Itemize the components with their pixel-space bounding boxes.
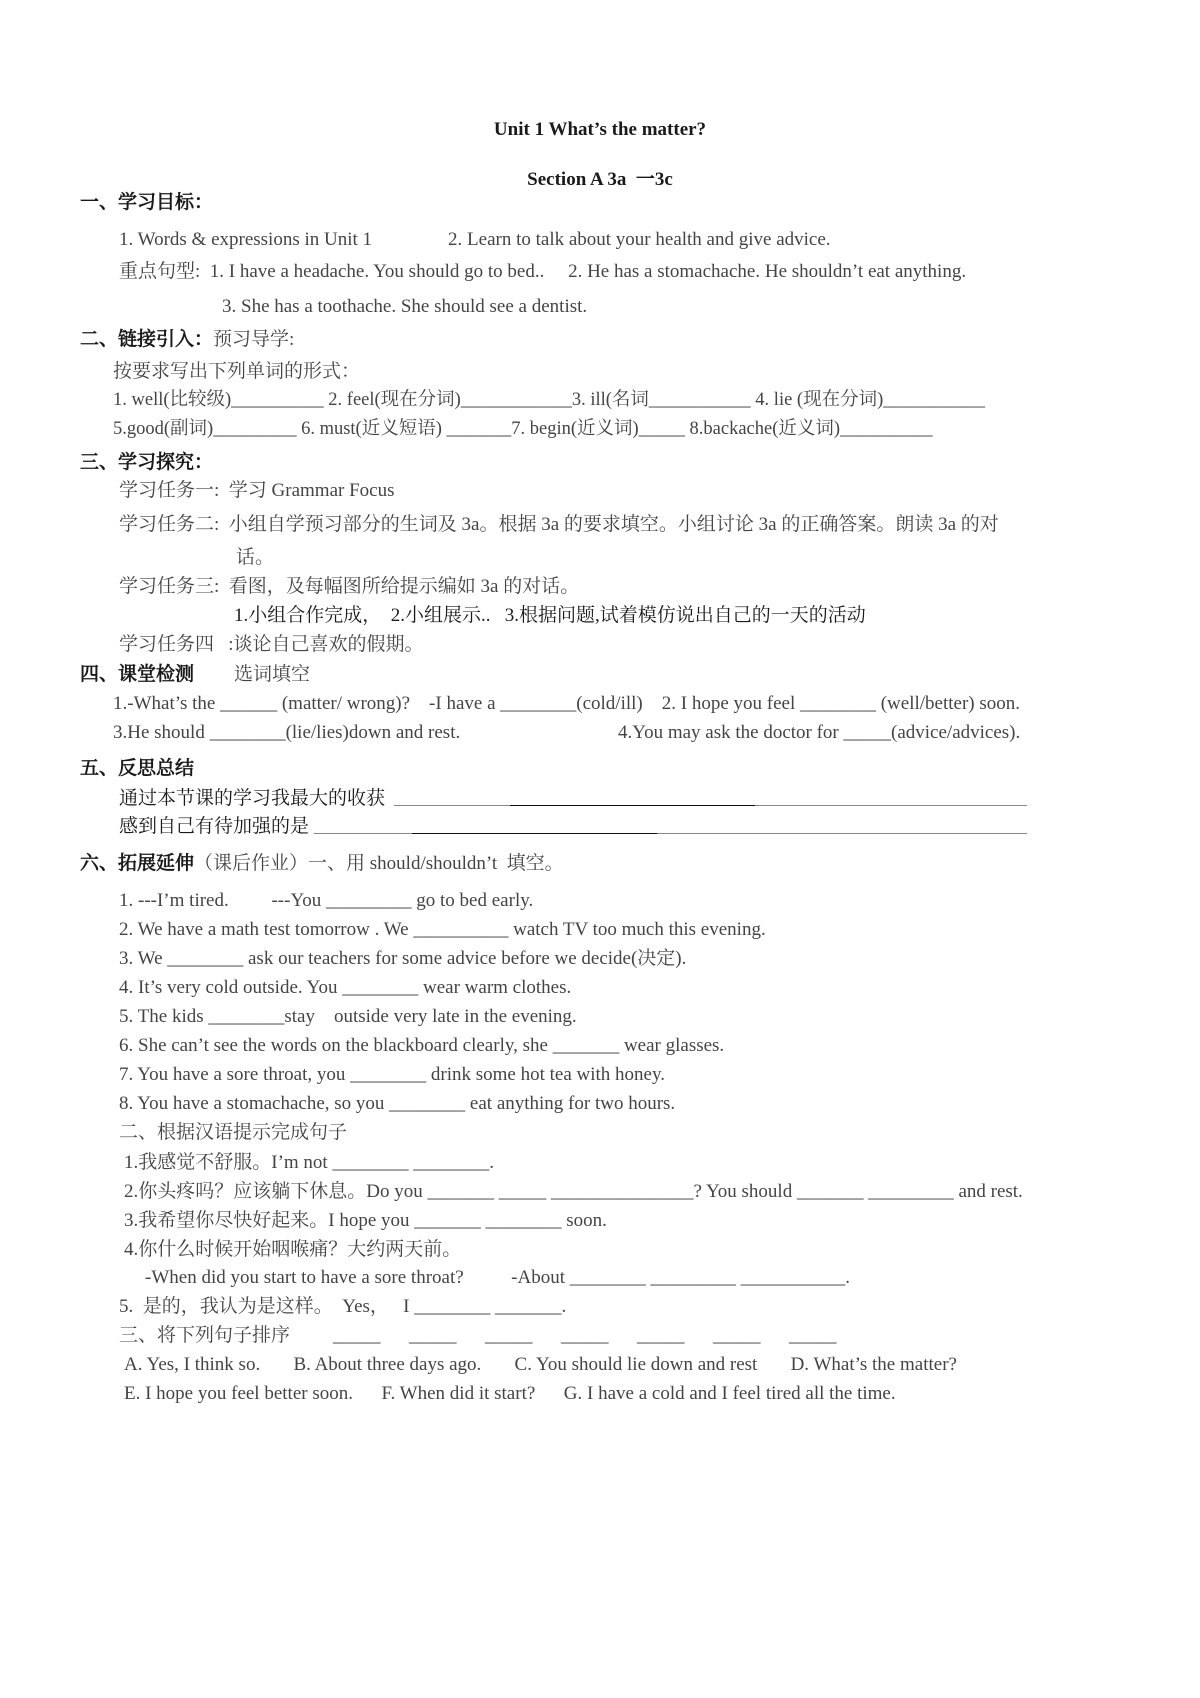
section-2-heading [80,328,294,352]
s1-key-sentence-3: 3. She has a toothache. She should see a dentist. [222,296,588,317]
section-subtitle: Section A 3a 一3c [527,169,673,190]
s6-part-2-q1: 1.我感觉不舒服。I’m not ________ ________. [124,1152,494,1173]
s4-question-1: 1.-What’s the ______ (matter/ wrong)? -I have a ________(cold/ill) 2. I hope you feel ________ (well/better) soon. [113,693,1021,714]
s2-instruction: 按要求写出下列单词的形式： [113,361,361,382]
s6-item-4: 4. It’s very cold outside. You ________ wear warm clothes. [119,977,572,998]
s6-item-5: 5. The kids ________stay outside very late in the evening. [119,1006,577,1027]
s3-task-2: 学习任务二: 小组自学预习部分的生词及 3a。根据 3a 的要求填空。小组讨论 3a 的正确答案。朗读 3a 的对 [119,514,999,535]
section-6-title: 六、拓展延伸 [80,853,195,874]
section-4-subtitle: 选词填空 [234,664,311,685]
s5-answer-line-2b [412,833,657,834]
s6-part-3-blanks: _____ _____ _____ _____ _____ _____ _____ [333,1325,837,1346]
s6-part-2-q4: 4.你什么时候开始咽喉痛？大约两天前。 [124,1239,462,1260]
s1-objectives: 1. Words & expressions in Unit 1 2. Learn to talk about your health and give advice. [119,229,831,250]
section-6-heading [80,852,564,876]
document-title: Unit 1 What’s the matter? [493,119,707,140]
s3-task-1: 学习任务一: 学习 Grammar Focus [119,480,395,501]
s6-item-6: 6. She can’t see the words on the blackboard clearly, she _______ wear glasses. [119,1035,725,1056]
s5-answer-line-1a [394,805,510,806]
s3-task-2-cont: 话。 [236,547,275,568]
s2-word-forms-2: 5.good(副词)_________ 6. must(近义短语) _______7. begin(近义词)_____ 8.backache(近义词)__________ [113,419,933,439]
s6-part-3-options-1: A. Yes, I think so. B. About three days ago. C. You should lie down and rest D. What’s the matter? [124,1354,957,1375]
s6-item-3: 3. We ________ ask our teachers for some advice before we decide(决定). [119,948,687,969]
s6-part-3-heading: 三、将下列句子排序 [119,1325,291,1346]
section-6-subtitle: （课后作业）一、用 should/shouldn’t 填空。 [194,853,564,874]
s6-part-2-q3: 3.我希望你尽快好起来。I hope you _______ ________ soon. [124,1210,607,1231]
s6-item-7: 7. You have a sore throat, you ________ drink some hot tea with honey. [119,1064,665,1085]
section-1-heading: 一、学习目标： [80,192,214,213]
s6-part-2-heading: 二、根据汉语提示完成句子 [119,1122,348,1143]
s3-task-3: 学习任务三: 看图，及每幅图所给提示编如 3a 的对话。 [119,576,580,597]
s6-item-1: 1. ---I’m tired. ---You _________ go to bed early. [119,890,534,911]
section-2-subtitle: 预习导学: [213,329,295,350]
s4-question-4: 4.You may ask the doctor for _____(advice/advices). [618,722,1021,743]
s6-item-2: 2. We have a math test tomorrow . We __________ watch TV too much this evening. [119,919,766,940]
s6-item-8: 8. You have a stomachache, so you ________ eat anything for two hours. [119,1093,676,1114]
s3-task-3-steps: 1.小组合作完成， 2.小组展示.. 3.根据问题,试着模仿说出自己的一天的活动 [234,605,866,626]
s5-reflection-2: 感到自己有待加强的是 [119,816,310,837]
s5-answer-line-2a [314,833,412,834]
s5-answer-line-1b [510,805,755,806]
s1-key-sentences: 重点句型: 1. I have a headache. You should go to bed.. 2. He has a stomachache. He shouldn’t eat anything. [119,261,967,282]
section-4-title: 四、课堂检测 [80,664,195,685]
s5-reflection-1: 通过本节课的学习我最大的收获 [119,788,386,809]
s6-part-2-q2: 2.你头疼吗？应该躺下休息。Do you _______ _____ _______________? You should _______ _________ and rest. [124,1181,1023,1202]
s6-part-2-q4-dialog: -When did you start to have a sore throat? -About ________ _________ ___________. [145,1267,850,1288]
s2-word-forms-1: 1. well(比较级)__________ 2. feel(现在分词)____________3. ill(名词___________ 4. lie (现在分词)___________ [113,390,985,410]
s4-question-3: 3.He should ________(lie/lies)down and rest. [113,722,461,743]
s6-part-2-q5: 5. 是的，我认为是这样。 Yes， I ________ _______. [119,1296,567,1317]
section-5-heading: 五、反思总结 [80,758,195,779]
s6-part-3-options-2: E. I hope you feel better soon. F. When did it start? G. I have a cold and I feel tired all the time. [124,1383,896,1404]
section-4-heading [80,663,310,687]
section-3-heading: 三、学习探究： [80,452,214,473]
s3-task-4: 学习任务四 :谈论自己喜欢的假期。 [119,634,424,655]
s5-answer-line-1c [755,805,1027,806]
section-2-title: 二、链接引入： [80,329,214,350]
s5-answer-line-2c [657,833,1027,834]
